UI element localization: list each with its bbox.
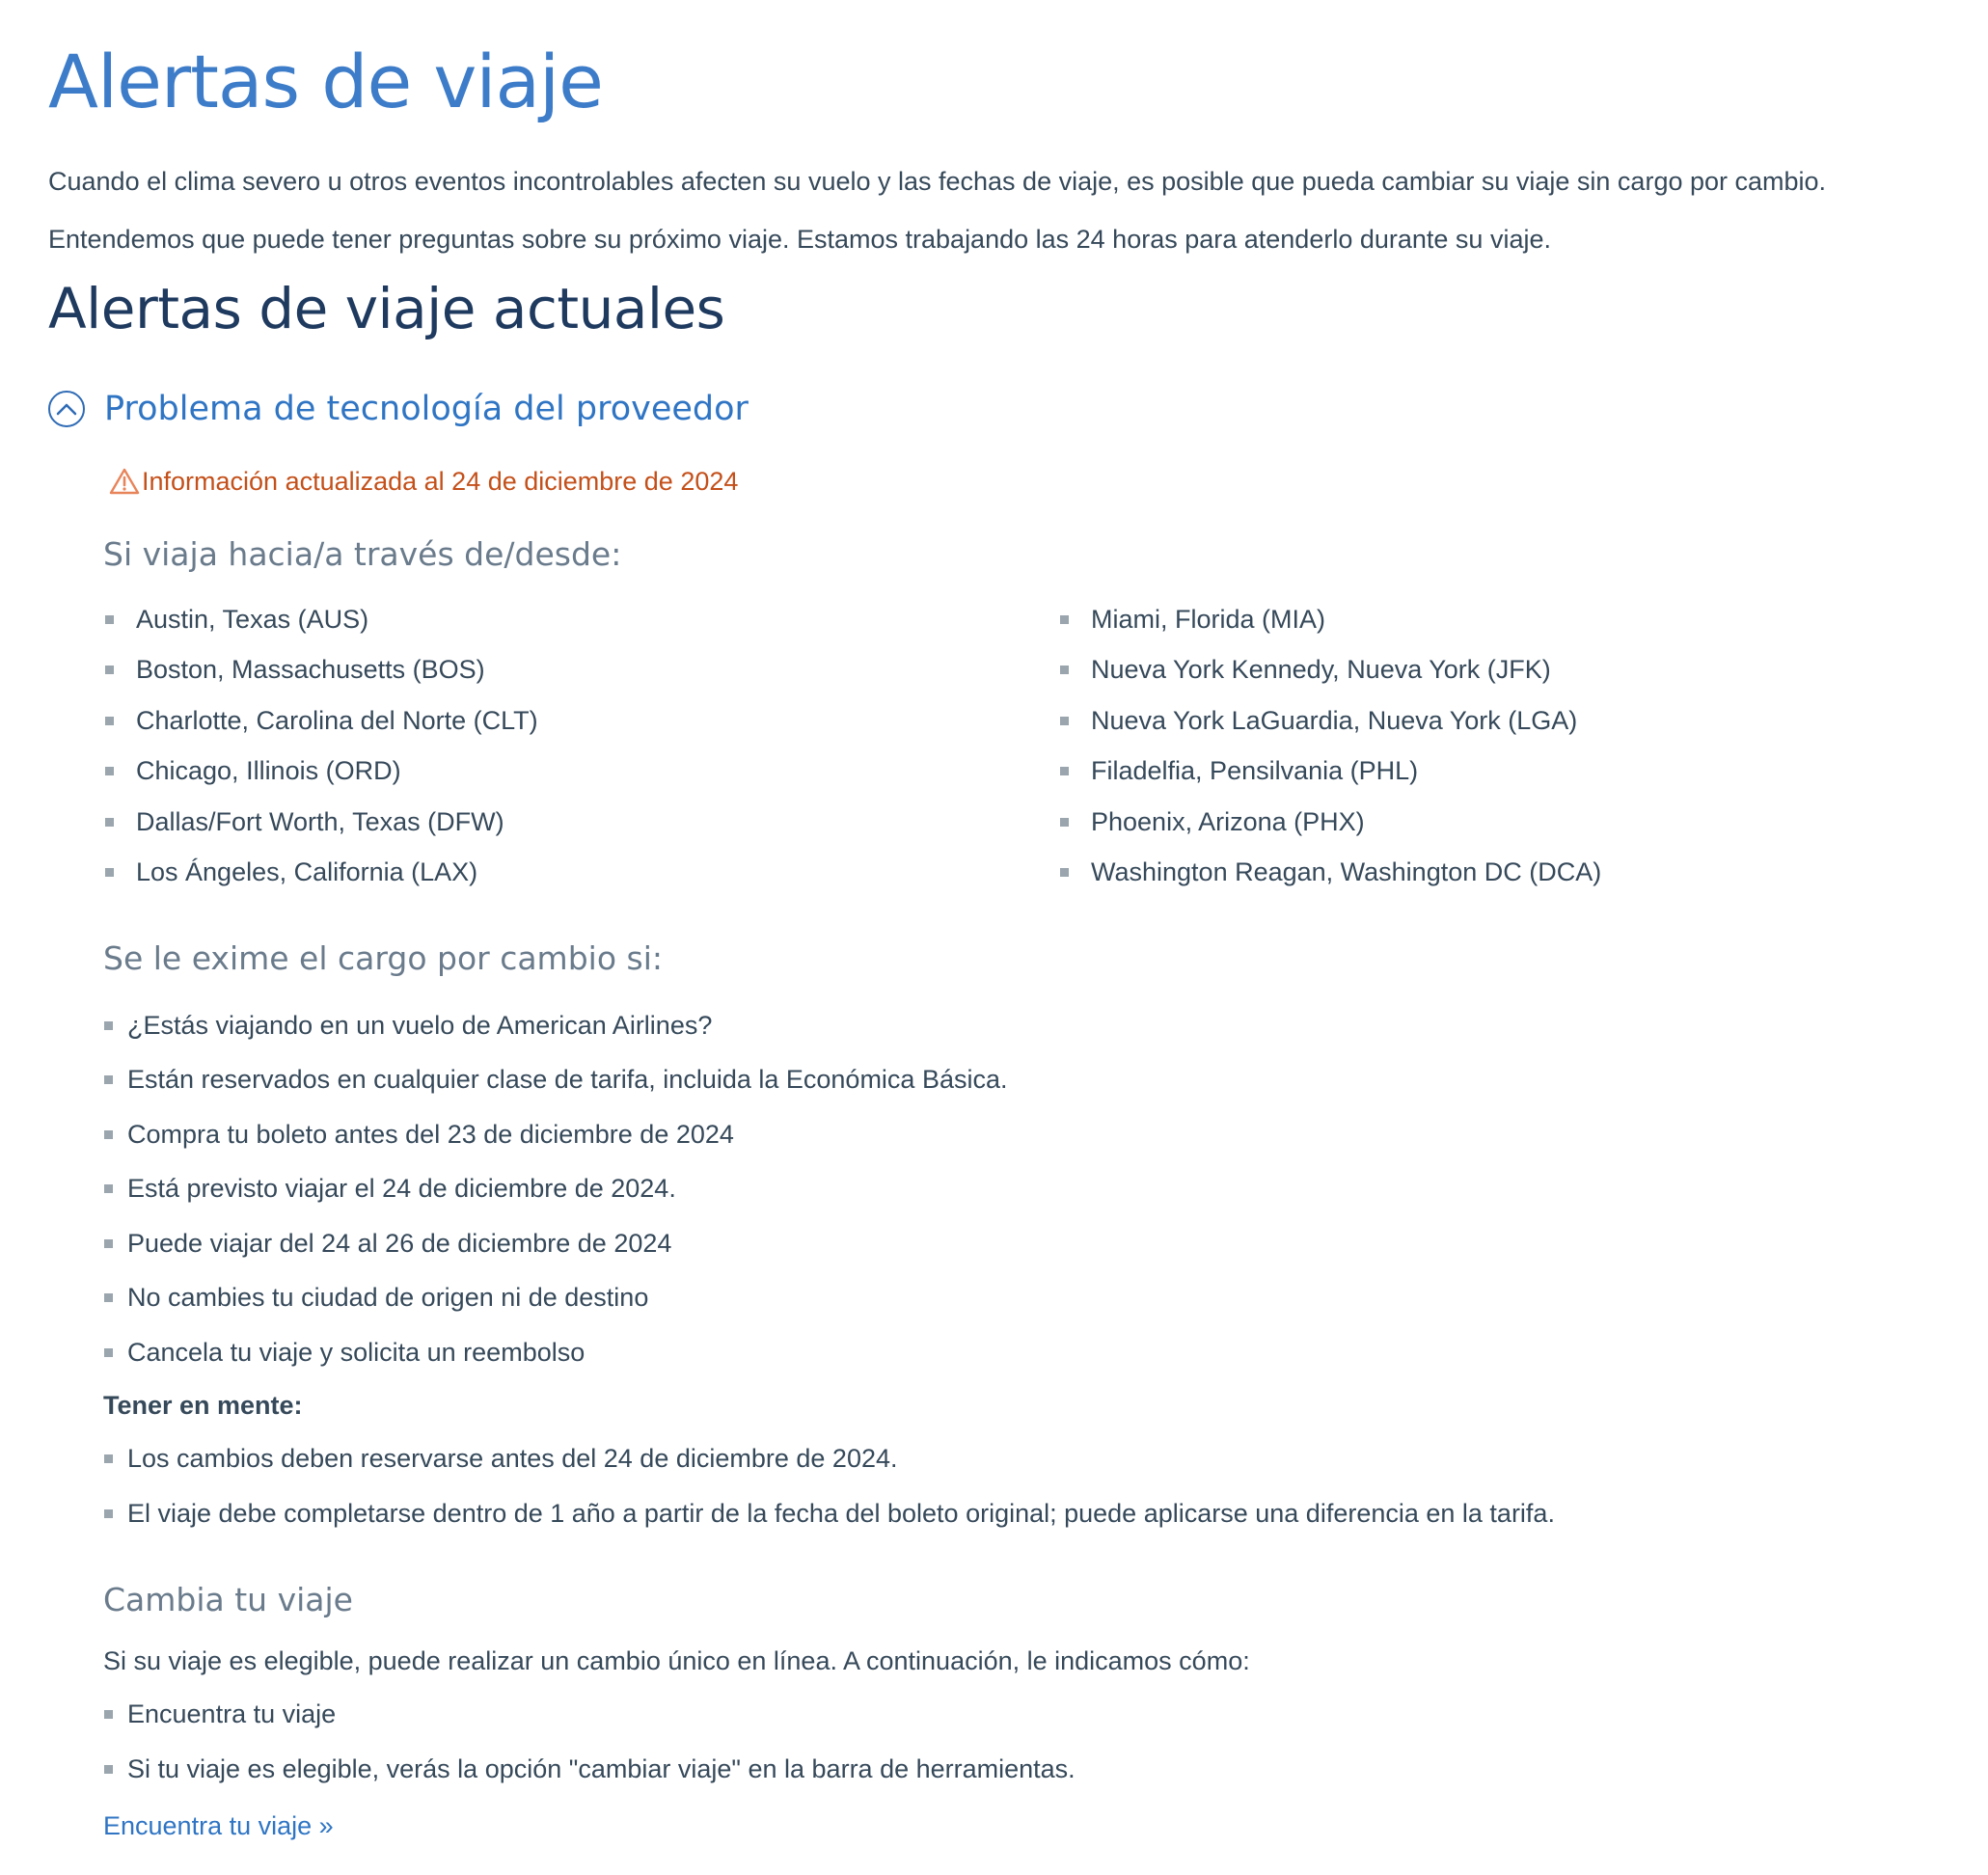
intro-paragraph-1: Cuando el clima severo u otros eventos incontrolables afecten su vuelo y las fechas de viaje, es posible que pueda cambiar su viaje sin cargo por cambio. bbox=[48, 167, 1827, 196]
bullet bbox=[1060, 717, 1069, 725]
bullet bbox=[1060, 666, 1069, 674]
list-item: Los Ángeles, California (LAX) bbox=[103, 848, 1058, 899]
waiver-heading: Se le exime el cargo por cambio si: bbox=[103, 939, 663, 977]
bullet bbox=[104, 1239, 113, 1248]
warning-triangle-icon bbox=[109, 467, 140, 496]
change-trip-description: Si su viaje es elegible, puede realizar un cambio único en línea. A continuación, le indicamos cómo: bbox=[103, 1645, 1250, 1675]
waiver-list bbox=[103, 998, 1968, 1380]
bullet bbox=[104, 1454, 113, 1463]
bullet bbox=[104, 1765, 113, 1774]
bullet bbox=[1060, 868, 1069, 877]
accordion-title[interactable]: Problema de tecnología del proveedor bbox=[104, 390, 749, 428]
list-item: Miami, Florida (MIA) bbox=[1058, 594, 1988, 645]
accordion-panel bbox=[103, 465, 1968, 1845]
update-notice-text: Información actualizada al 24 de diciembre de 2024 bbox=[142, 467, 739, 496]
bullet bbox=[104, 1293, 113, 1302]
list-item: Cancela tu viaje y solicita un reembolso bbox=[103, 1325, 1968, 1380]
list-item: Encuentra tu viaje bbox=[103, 1688, 1968, 1743]
list-item: Nueva York Kennedy, Nueva York (JFK) bbox=[1058, 645, 1988, 696]
change-steps-list bbox=[103, 1688, 1968, 1797]
list-item: Están reservados en cualquier clase de tarifa, incluida la Económica Básica. bbox=[103, 1053, 1968, 1108]
bullet bbox=[1060, 615, 1069, 624]
list-item: Filadelfia, Pensilvania (PHL) bbox=[1058, 747, 1988, 798]
list-item: Austin, Texas (AUS) bbox=[103, 594, 1058, 645]
current-alerts-title: Alertas de viaje actuales bbox=[48, 276, 725, 341]
page-title: Alertas de viaje bbox=[48, 39, 603, 124]
bullet bbox=[104, 1710, 113, 1719]
bullet bbox=[104, 1021, 113, 1030]
list-item: Los cambios deben reservarse antes del 24 de diciembre de 2024. bbox=[103, 1432, 1968, 1487]
bullet bbox=[105, 818, 114, 827]
bullet bbox=[104, 1184, 113, 1193]
list-item: Washington Reagan, Washington DC (DCA) bbox=[1058, 848, 1988, 899]
list-item: Boston, Massachusetts (BOS) bbox=[103, 645, 1058, 696]
list-item: Charlotte, Carolina del Norte (CLT) bbox=[103, 695, 1058, 747]
travel-alerts-page bbox=[48, 0, 1968, 1845]
bullet bbox=[105, 666, 114, 674]
find-your-trip-link[interactable]: Encuentra tu viaje » bbox=[103, 1810, 334, 1840]
bullet bbox=[1060, 767, 1069, 775]
keep-in-mind-label: Tener en mente: bbox=[103, 1390, 303, 1420]
bullet bbox=[104, 1348, 113, 1357]
intro-paragraph-2: Entendemos que puede tener preguntas sobre su próximo viaje. Estamos trabajando las 24 horas para atenderlo durante su viaje. bbox=[48, 225, 1551, 254]
cities-list bbox=[103, 594, 1968, 898]
list-item: Está previsto viajar el 24 de diciembre de 2024. bbox=[103, 1162, 1968, 1217]
list-item: Nueva York LaGuardia, Nueva York (LGA) bbox=[1058, 695, 1988, 747]
list-item: Puede viajar del 24 al 26 de diciembre de 2024 bbox=[103, 1216, 1968, 1271]
list-item: ¿Estás viajando en un vuelo de American Airlines? bbox=[103, 998, 1968, 1053]
keep-in-mind-list bbox=[103, 1432, 1968, 1541]
bullet bbox=[105, 767, 114, 775]
chevron-up-circle-icon[interactable] bbox=[48, 391, 85, 427]
cities-heading: Si viaja hacia/a través de/desde: bbox=[103, 535, 622, 573]
list-item: Compra tu boleto antes del 23 de diciembre de 2024 bbox=[103, 1107, 1968, 1162]
change-trip-heading: Cambia tu viaje bbox=[103, 1580, 353, 1618]
bullet bbox=[104, 1075, 113, 1084]
list-item: Dallas/Fort Worth, Texas (DFW) bbox=[103, 797, 1058, 848]
list-item: Si tu viaje es elegible, verás la opción "cambiar viaje" en la barra de herramientas. bbox=[103, 1742, 1968, 1797]
list-item: Chicago, Illinois (ORD) bbox=[103, 747, 1058, 798]
list-item: El viaje debe completarse dentro de 1 año a partir de la fecha del boleto original; puede aplicarse una diferencia en la tarifa. bbox=[103, 1486, 1968, 1541]
bullet bbox=[105, 868, 114, 877]
accordion-toggle-vendor-tech-issue[interactable] bbox=[48, 388, 1968, 430]
bullet bbox=[105, 717, 114, 725]
list-item: Phoenix, Arizona (PHX) bbox=[1058, 797, 1988, 848]
bullet bbox=[104, 1509, 113, 1518]
list-item: No cambies tu ciudad de origen ni de destino bbox=[103, 1271, 1968, 1326]
bullet bbox=[104, 1130, 113, 1139]
bullet bbox=[105, 615, 114, 624]
bullet bbox=[1060, 818, 1069, 827]
update-notice bbox=[103, 465, 1968, 498]
